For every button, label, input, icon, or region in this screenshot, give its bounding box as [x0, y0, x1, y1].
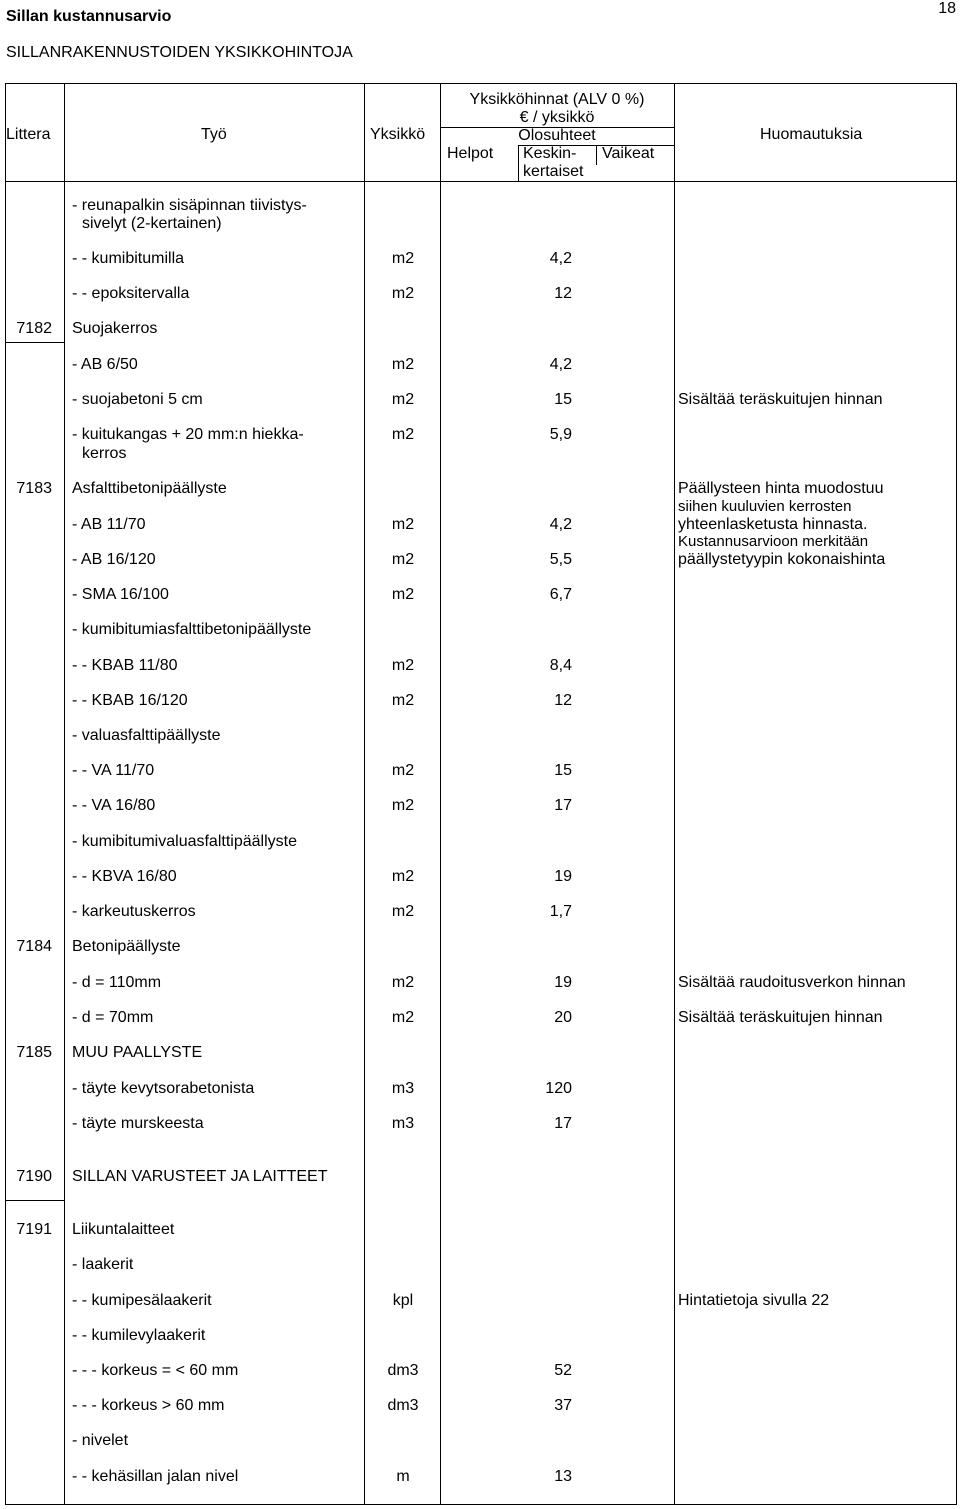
row-work: - täyte kevytsorabetonista	[72, 1080, 255, 1097]
row-work: - - - korkeus > 60 mm	[72, 1397, 225, 1414]
column-divider	[518, 145, 519, 181]
row-unit: m2	[391, 391, 415, 408]
header-prices-line2: € / yksikkö	[519, 109, 595, 126]
row-work: SILLAN VARUSTEET JA LAITTEET	[72, 1168, 328, 1185]
row-work: - täyte murskeesta	[72, 1115, 204, 1132]
row-price: 5,5	[549, 551, 572, 568]
header-huomautuksia: Huomautuksia	[760, 126, 863, 143]
row-divider	[5, 1200, 64, 1201]
row-work: - karkeutuskerros	[72, 903, 196, 920]
page-number: 18	[938, 0, 956, 17]
header-keskin: Keskin-	[523, 145, 577, 162]
row-work: - kumibitumivaluasfalttipäällyste	[72, 833, 297, 850]
row-unit: m2	[391, 285, 415, 302]
row-work: Asfalttibetonipäällyste	[72, 480, 227, 497]
row-price: 37	[554, 1397, 572, 1414]
row-work: - - kumilevylaakerit	[72, 1327, 206, 1344]
row-price: 15	[554, 391, 572, 408]
row-unit: m2	[391, 974, 415, 991]
row-work: - valuasfalttipäällyste	[72, 727, 221, 744]
row-note: Sisältää teräskuitujen hinnan	[678, 1009, 883, 1026]
column-divider	[596, 145, 597, 165]
row-littera: 7183	[16, 480, 52, 497]
row-unit: m2	[391, 762, 415, 779]
row-unit: dm3	[387, 1362, 419, 1379]
row-work: - kumibitumiasfalttibetonipäällyste	[72, 621, 312, 638]
header-vaikeat: Vaikeat	[602, 145, 655, 162]
row-price: 6,7	[549, 586, 572, 603]
document-subtitle: SILLANRAKENNUSTOIDEN YKSIKKOHINTOJA	[6, 44, 353, 61]
row-work: - d = 70mm	[72, 1009, 154, 1026]
row-work: - - kumipesälaakerit	[72, 1292, 212, 1309]
row-work: - - - korkeus = < 60 mm	[72, 1362, 239, 1379]
row-price: 4,2	[549, 250, 572, 267]
row-work: - d = 110mm	[72, 974, 162, 991]
row-price: 8,4	[549, 657, 572, 674]
column-divider	[64, 83, 65, 1505]
row-work: - kuitukangas + 20 mm:n hiekka-	[72, 426, 304, 443]
header-littera: Littera	[6, 126, 51, 143]
row-unit: m3	[391, 1080, 415, 1097]
row-note: Hintatietoja sivulla 22	[678, 1292, 830, 1309]
row-work: - AB 11/70	[72, 516, 146, 533]
row-price: 52	[554, 1362, 572, 1379]
row-unit: m2	[391, 356, 415, 373]
column-divider	[674, 83, 675, 1505]
row-work: - - VA 16/80	[72, 797, 156, 814]
document-title: Sillan kustannusarvio	[6, 8, 172, 25]
row-price: 120	[545, 1080, 572, 1097]
row-unit: m2	[391, 516, 415, 533]
row-littera: 7190	[16, 1168, 52, 1185]
row-unit: m2	[391, 551, 415, 568]
header-kertaiset: kertaiset	[523, 163, 584, 180]
row-price: 5,9	[549, 426, 572, 443]
row-unit: m2	[391, 250, 415, 267]
row-work: - - VA 11/70	[72, 762, 155, 779]
row-unit: kpl	[392, 1292, 414, 1309]
header-helpot: Helpot	[447, 145, 494, 162]
row-work: MUU PAALLYSTE	[72, 1044, 203, 1061]
row-work: - suojabetoni 5 cm	[72, 391, 203, 408]
header-olosuhteet: Olosuhteet	[518, 127, 596, 144]
header-yksikko: Yksikkö	[370, 126, 426, 143]
row-work: - laakerit	[72, 1256, 134, 1273]
row-note: päällystetyypin kokonaishinta	[678, 551, 886, 568]
row-work: - - KBAB 16/120	[72, 692, 188, 709]
row-price: 20	[554, 1009, 572, 1026]
row-work: - - kehäsillan jalan nivel	[72, 1468, 239, 1485]
row-unit: m2	[391, 1009, 415, 1026]
row-price: 4,2	[549, 356, 572, 373]
column-divider	[364, 83, 365, 1505]
row-price: 13	[554, 1468, 572, 1485]
row-price: 19	[554, 974, 572, 991]
row-work: - nivelet	[72, 1432, 129, 1449]
row-work: Betonipäällyste	[72, 938, 181, 955]
row-work: Liikuntalaitteet	[72, 1221, 175, 1238]
row-unit: m2	[391, 657, 415, 674]
row-note: Kustannusarvioon merkitään	[678, 533, 869, 550]
row-note: siihen kuuluvien kerrosten	[678, 498, 852, 515]
row-price: 17	[554, 1115, 572, 1132]
row-littera: 7184	[16, 938, 52, 955]
row-note: yhteenlasketusta hinnasta.	[678, 516, 868, 533]
row-price: 17	[554, 797, 572, 814]
row-work: Suojakerros	[72, 320, 158, 337]
row-unit: m	[396, 1468, 410, 1485]
row-note: Sisältää teräskuitujen hinnan	[678, 391, 883, 408]
header-tyo: Työ	[201, 126, 227, 143]
row-work: kerros	[82, 445, 127, 462]
row-work: - AB 16/120	[72, 551, 156, 568]
row-price: 1,7	[549, 903, 572, 920]
row-price: 12	[554, 285, 572, 302]
row-unit: m2	[391, 586, 415, 603]
row-littera: 7185	[16, 1044, 52, 1061]
row-note: Sisältää raudoitusverkon hinnan	[678, 974, 906, 991]
row-price: 19	[554, 868, 572, 885]
row-work: - - kumibitumilla	[72, 250, 185, 267]
row-unit: m2	[391, 868, 415, 885]
row-littera: 7182	[16, 320, 52, 337]
row-work: - - KBVA 16/80	[72, 868, 177, 885]
row-price: 12	[554, 692, 572, 709]
row-work: - - epoksitervalla	[72, 285, 190, 302]
row-littera: 7191	[16, 1221, 52, 1238]
column-divider	[440, 83, 441, 1505]
row-work: - - KBAB 11/80	[72, 657, 178, 674]
row-note: Päällysteen hinta muodostuu	[678, 480, 884, 497]
row-unit: m2	[391, 797, 415, 814]
row-unit: dm3	[387, 1397, 419, 1414]
header-divider	[5, 181, 957, 182]
row-price: 15	[554, 762, 572, 779]
row-unit: m3	[391, 1115, 415, 1132]
row-price: 4,2	[549, 516, 572, 533]
row-unit: m2	[391, 692, 415, 709]
row-unit: m2	[391, 426, 415, 443]
row-work: - SMA 16/100	[72, 586, 169, 603]
row-work: - AB 6/50	[72, 356, 138, 373]
row-work: - reunapalkin sisäpinnan tiivistys-	[72, 197, 307, 214]
row-divider	[5, 342, 64, 343]
header-prices-line1: Yksikköhinnat (ALV 0 %)	[469, 91, 645, 108]
row-work: sivelyt (2-kertainen)	[82, 215, 222, 232]
row-unit: m2	[391, 903, 415, 920]
